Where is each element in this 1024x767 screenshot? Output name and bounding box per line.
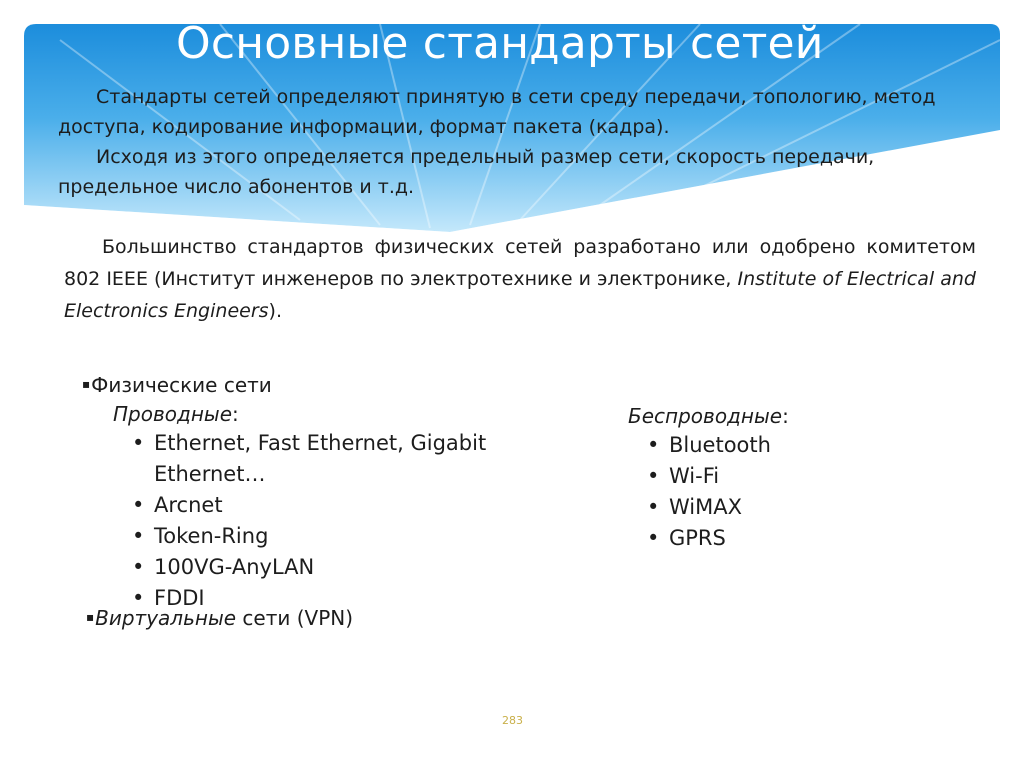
wireless-item-label: Bluetooth	[669, 433, 771, 457]
page-number: 283	[502, 714, 523, 727]
wired-heading	[113, 402, 239, 426]
bullet-icon: •	[132, 431, 145, 455]
wired-item-label: Arcnet	[154, 493, 223, 517]
wireless-heading	[628, 404, 789, 428]
ieee-text-tail: ).	[268, 300, 282, 322]
bullet-icon: •	[647, 526, 660, 550]
wireless-item-label: GPRS	[669, 526, 726, 550]
list-item	[130, 552, 510, 583]
list-item	[645, 430, 945, 461]
intro-text	[58, 82, 976, 202]
bullet-icon: •	[132, 555, 145, 579]
wired-item-label: 100VG-AnyLAN	[154, 555, 315, 579]
physical-networks-label: Физические сети	[91, 373, 272, 397]
wireless-label: Беспроводные	[628, 404, 783, 428]
intro-paragraph-2: Исходя из этого определяется предельный размер сети, скорость передачи, предельное число абонентов и т.д.	[58, 146, 875, 198]
physical-networks-heading	[82, 373, 272, 397]
wired-list	[130, 428, 510, 614]
list-item	[130, 428, 510, 490]
bullet-icon: •	[647, 464, 660, 488]
square-bullet-icon: ▪	[86, 610, 95, 624]
wired-colon: :	[232, 402, 239, 426]
ieee-full-name: Institute of Electrical and Electronics Engineers	[64, 268, 976, 322]
list-item	[130, 490, 510, 521]
wired-label: Проводные	[113, 402, 232, 426]
square-bullet-icon: ▪	[82, 377, 91, 391]
slide-title: Основные стандарты сетей	[176, 18, 824, 69]
wired-item-label: Ethernet, Fast Ethernet, Gigabit Ethernet…	[154, 431, 487, 486]
list-item	[130, 521, 510, 552]
wireless-item-label: WiMAX	[669, 495, 743, 519]
ieee-paragraph	[64, 231, 976, 327]
wired-item-label: FDDI	[154, 586, 205, 610]
intro-paragraph-1: Стандарты сетей определяют принятую в сети среду передачи, топологию, метод доступа, кодирование информации, формат пакета (кадра).	[58, 86, 936, 138]
ieee-text	[64, 231, 976, 327]
wireless-item-label: Wi-Fi	[669, 464, 720, 488]
virtual-networks-rest: сети (VPN)	[236, 606, 354, 630]
bullet-icon: •	[132, 493, 145, 517]
list-item	[645, 461, 945, 492]
ieee-text-main: Большинство стандартов физических сетей разработано или одобрено комитетом 802 IEEE (Институт инженеров по электротехнике и электронике,	[64, 236, 976, 290]
virtual-networks-italic: Виртуальные	[95, 606, 237, 630]
list-item	[645, 492, 945, 523]
bullet-icon: •	[132, 524, 145, 548]
list-item	[645, 523, 945, 554]
virtual-networks-heading	[86, 606, 353, 630]
wired-item-label: Token-Ring	[154, 524, 269, 548]
wireless-colon: :	[782, 404, 789, 428]
bullet-icon: •	[647, 433, 660, 457]
wireless-list	[645, 430, 945, 554]
bullet-icon: •	[647, 495, 660, 519]
bullet-icon: •	[132, 586, 145, 610]
